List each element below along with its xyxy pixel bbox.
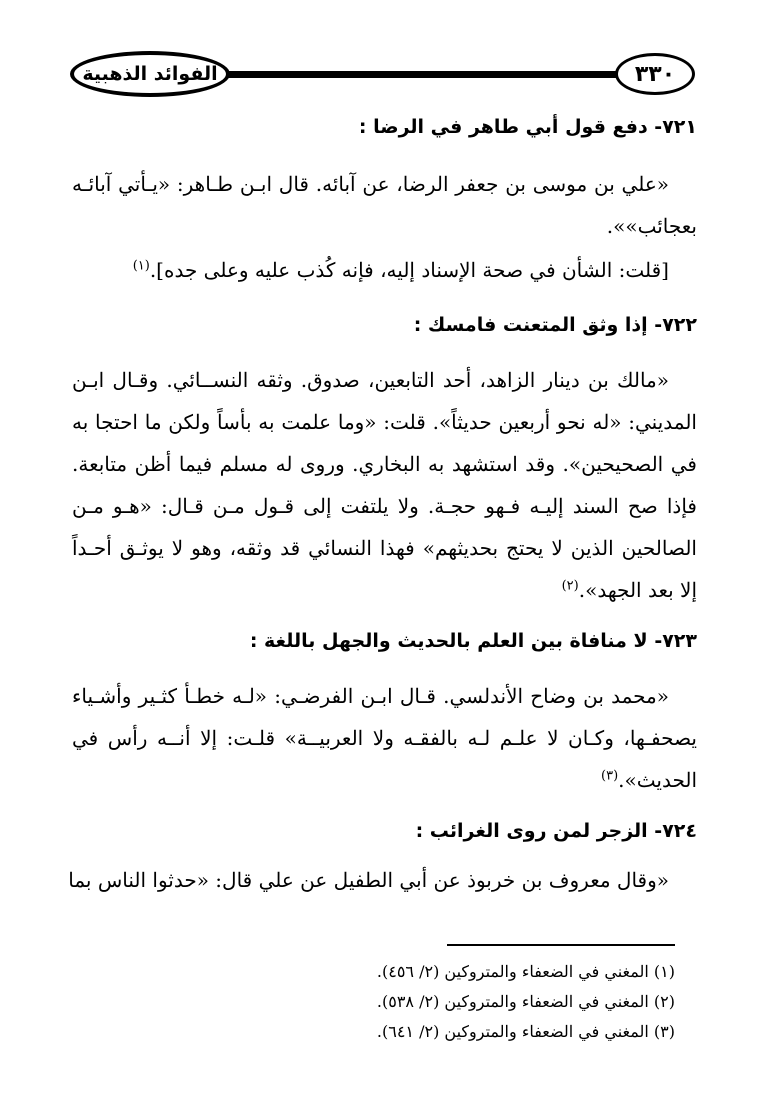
footnote: (٣) المغني في الضعفاء والمتروكين (٢/ ٦٤١). — [376, 1022, 675, 1041]
footnote-mark: (١) — [132, 258, 150, 274]
text-line: بعجائب»». — [606, 214, 697, 238]
page-number-frame — [615, 53, 695, 95]
header-rule — [190, 71, 625, 78]
text-line: «محمد بن وضاح الأندلسي. قـال ابـن الفرضـي: «لـه خطـأ كثـير وأشـياء — [72, 684, 669, 708]
text-line: فإذا صح السند إليـه فـهو حجـة. ولا يلتفت إلى قـول مـن قـال: «هـو مـن — [72, 494, 697, 518]
footnote: (١) المغني في الضعفاء والمتروكين (٢/ ٤٥٦). — [376, 962, 675, 981]
text-line: «مالك بن دينار الزاهد، أحد التابعين، صدوق. وثقه النســائي. وقـال ابـن — [72, 368, 669, 392]
text-line: في الصحيحين». وقد استشهد به البخاري. وروى له مسلم فيما أظن متابعة. — [72, 452, 697, 476]
text-line: «علي بن موسى بن جعفر الرضا، عن آبائه. قال ابـن طـاهر: «يـأتي آبائـه — [72, 172, 669, 196]
text-line: المديني: «له نحو أربعين حديثاً». قلت: «وما علمت به بأساً ولكن ما احتجا به — [72, 410, 697, 434]
text-line — [72, 578, 697, 602]
page-number: ٣٣٠ — [634, 61, 676, 87]
text-line-content: الحديث». — [618, 768, 697, 792]
text-line: الصالحين الذين لا يحتج بحديثهم» فهذا النسائي قد وثقه، وهو لا يوثـق أحـداً — [72, 536, 697, 560]
entry-heading: ٧٢١- دفع قول أبي طاهر في الرضا : — [358, 116, 697, 138]
footnote-mark: (٢) — [561, 578, 579, 594]
entry-heading: ٧٢٢- إذا وثق المتعنت فامسك : — [413, 314, 697, 336]
text-line: «وقال معروف بن خربوذ عن أبي الطفيل عن علي قال: «حدثوا الناس بما — [68, 868, 669, 892]
book-title: الفوائد الذهبية — [82, 63, 218, 85]
footnote: (٢) المغني في الضعفاء والمتروكين (٢/ ٥٣٨). — [376, 992, 675, 1011]
footnote-mark: (٣) — [601, 768, 619, 784]
book-title-frame — [70, 51, 230, 97]
text-line-content: إلا بعد الجهد». — [578, 578, 697, 602]
page-header — [70, 48, 695, 110]
text-line — [72, 258, 669, 282]
text-line-content: [قلت: الشأن في صحة الإسناد إليه، فإنه كُذب عليه وعلى جده]. — [149, 258, 669, 282]
entry-heading: ٧٢٤- الزجر لمن روى الغرائب : — [415, 820, 697, 842]
text-line — [72, 768, 697, 792]
text-line: يصحفـها، وكـان لا علـم لـه بالفقـه ولا العربيــة» قلـت: إلا أنــه رأس في — [72, 726, 697, 750]
entry-heading: ٧٢٣- لا منافاة بين العلم بالحديث والجهل باللغة : — [249, 630, 697, 652]
footnote-separator — [447, 944, 675, 946]
